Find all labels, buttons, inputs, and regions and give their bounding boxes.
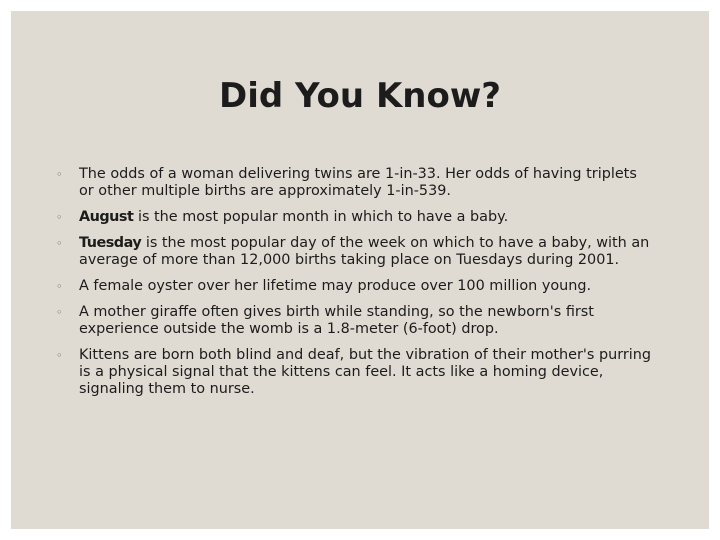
bullet-text: A mother giraffe often gives birth while standing, so the newborn's first experience outside the womb is a 1.8-meter (6-foot) drop.	[79, 304, 594, 337]
bullet-highlight: Tuesday	[79, 235, 142, 251]
bullet-item-kittens	[56, 347, 656, 398]
bullet-item-twins	[56, 166, 656, 200]
bullet-marker-icon: ◦	[56, 168, 63, 181]
bullet-text: A female oyster over her lifetime may produce over 100 million young.	[79, 278, 592, 294]
bullet-list	[56, 166, 656, 407]
bullet-text: is the most popular month in which to have a baby.	[133, 209, 509, 225]
slide-title: Did You Know?	[219, 76, 501, 116]
bullet-item-oyster	[56, 278, 656, 295]
bullet-highlight: August	[79, 209, 134, 225]
bullet-item-giraffe	[56, 304, 656, 338]
bullet-marker-icon: ◦	[56, 306, 63, 319]
bullet-marker-icon: ◦	[56, 211, 63, 224]
bullet-text: is the most popular day of the week on which to have a baby, with an average of more than 12,000 births taking place on Tuesdays during 2001.	[79, 235, 650, 268]
bullet-marker-icon: ◦	[56, 237, 63, 250]
bullet-text: The odds of a woman delivering twins are 1-in-33. Her odds of having triplets or other multiple births are approximately 1-in-539.	[79, 166, 637, 199]
bullet-marker-icon: ◦	[56, 280, 63, 293]
bullet-item-tuesday	[56, 235, 656, 269]
bullet-text: Kittens are born both blind and deaf, but the vibration of their mother's purring is a physical signal that the kittens can feel. It acts like a homing device, signaling them to nurse.	[79, 347, 652, 397]
bullet-item-august	[56, 209, 656, 226]
bullet-marker-icon: ◦	[56, 349, 63, 362]
